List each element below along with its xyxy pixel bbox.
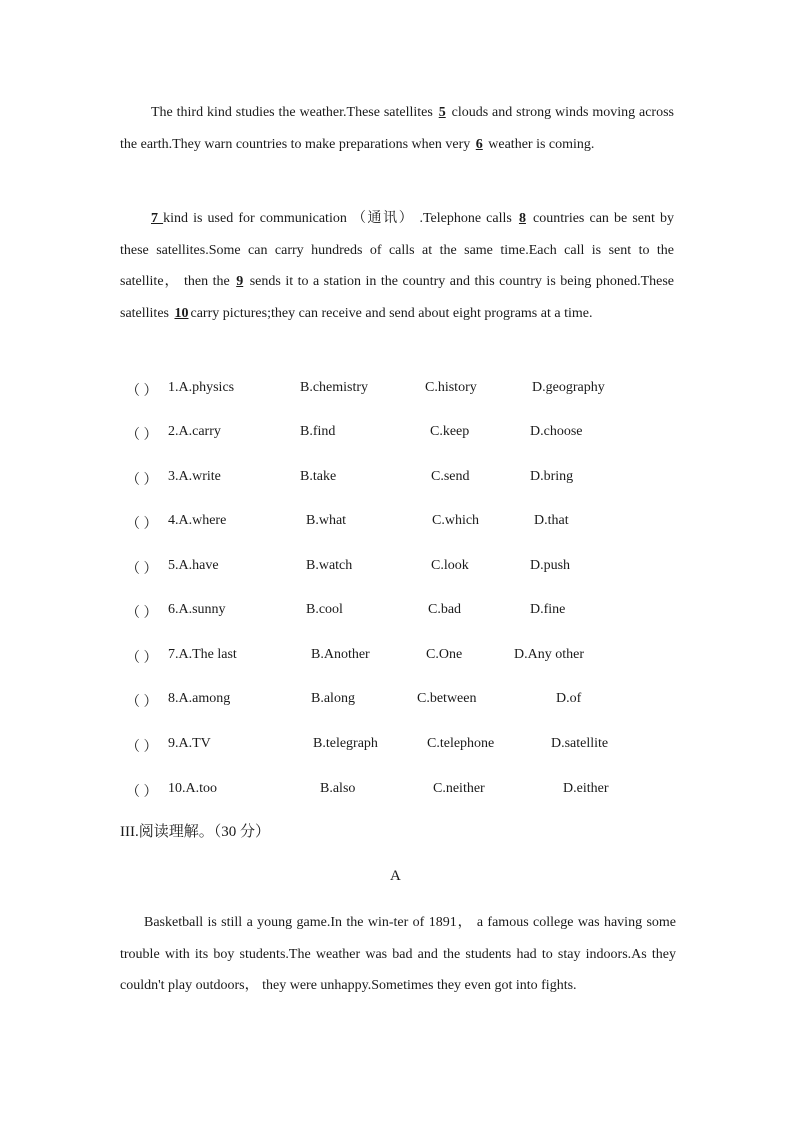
option-d: D.geography (532, 380, 605, 395)
answer-bracket[interactable]: （ ） (126, 384, 158, 399)
answer-bracket[interactable]: （ ） (126, 606, 158, 621)
question-row-6 (120, 602, 680, 626)
text-segment: weather is coming. (484, 136, 595, 152)
question-row-5 (120, 558, 680, 582)
option-b: B.find (300, 424, 336, 439)
option-a: 5.A.have (168, 558, 219, 573)
question-row-2 (120, 424, 680, 448)
question-row-4 (120, 513, 680, 537)
text-segment: kind is used for communication （通讯） .Telephone calls (163, 211, 517, 226)
text-segment: carry pictures;they can receive and send about eight programs at a time. (190, 305, 593, 321)
option-a: 8.A.among (168, 691, 231, 706)
question-row-8 (120, 691, 680, 715)
answer-bracket[interactable]: （ ） (126, 562, 158, 577)
blank-6: 6 (475, 136, 483, 152)
text-segment: countries can be sent by these satellites.Some can carry hundreds of calls at the same time.Each call is sent to the satellite， then the (120, 211, 674, 289)
option-c: C.which (432, 513, 480, 528)
answer-bracket[interactable]: （ ） (126, 517, 158, 532)
answer-bracket[interactable]: （ ） (126, 785, 158, 800)
paragraph-communication-satellites (120, 203, 674, 329)
paragraph-weather-satellites (120, 97, 674, 160)
option-a: 6.A.sunny (168, 602, 226, 617)
option-d: D.satellite (551, 736, 609, 751)
option-b: B.telegraph (313, 736, 378, 751)
option-c: C.history (425, 380, 477, 395)
option-c: C.One (426, 647, 463, 662)
text-segment: The third kind studies the weather.These satellites (151, 105, 437, 120)
option-c: C.between (417, 691, 477, 706)
answer-bracket[interactable]: （ ） (126, 695, 158, 710)
option-b: B.chemistry (300, 380, 369, 395)
text-segment: clouds and strong winds moving across the earth.They warn countries to make preparations when very (120, 105, 674, 152)
option-a: 9.A.TV (168, 736, 211, 751)
option-c: C.neither (433, 781, 485, 796)
option-a: 4.A.where (168, 513, 227, 528)
answer-bracket[interactable]: （ ） (126, 473, 158, 488)
option-c: C.telephone (427, 736, 495, 751)
option-b: B.cool (306, 602, 343, 617)
option-a: 7.A.The last (168, 647, 237, 662)
blank-10: 10 (174, 305, 189, 321)
option-c: C.send (431, 469, 470, 484)
answer-bracket[interactable]: （ ） (126, 740, 158, 755)
option-a: 3.A.write (168, 469, 221, 484)
option-d: D.choose (530, 424, 583, 439)
paragraph-passage-a (120, 907, 676, 1002)
option-d: D.Any other (514, 647, 584, 662)
option-b: B.watch (306, 558, 353, 573)
option-a: 1.A.physics (168, 380, 235, 395)
option-d: D.either (563, 781, 609, 796)
option-c: C.look (431, 558, 469, 573)
blank-7: 7 (151, 211, 164, 226)
answer-bracket[interactable]: （ ） (126, 651, 158, 666)
option-d: D.that (534, 513, 569, 528)
question-row-7 (120, 647, 680, 671)
option-d: D.of (556, 691, 582, 706)
question-row-9 (120, 736, 680, 760)
question-row-10 (120, 781, 680, 805)
section-title-reading: III.阅读理解。（30 分） (120, 824, 270, 840)
question-row-3 (120, 469, 680, 493)
option-d: D.push (530, 558, 571, 573)
blank-8: 8 (518, 211, 526, 226)
text-segment: sends it to a station in the country and this country is being phoned.These satellites (120, 274, 674, 321)
option-c: C.keep (430, 424, 470, 439)
passage-text: Basketball is still a young game.In the win-ter of 1891， a famous college was having some trouble with its boy students.The weather was bad and the students had to stay indoors.As they couldn't play outdoors， they were unhappy.Sometimes they even got into fights. (120, 915, 676, 993)
option-b: B.what (306, 513, 347, 528)
blank-5: 5 (438, 105, 446, 120)
option-b: B.Another (311, 647, 370, 662)
blank-9: 9 (236, 274, 244, 289)
option-b: B.along (311, 691, 355, 706)
option-d: D.fine (530, 602, 566, 617)
answer-bracket[interactable]: （ ） (126, 428, 158, 443)
question-row-1 (120, 380, 680, 404)
option-b: B.also (320, 781, 356, 796)
option-a: 2.A.carry (168, 424, 221, 439)
option-b: B.take (300, 469, 337, 484)
option-c: C.bad (428, 602, 462, 617)
option-a: 10.A.too (168, 781, 217, 796)
passage-label: A (390, 868, 401, 884)
option-d: D.bring (530, 469, 574, 484)
